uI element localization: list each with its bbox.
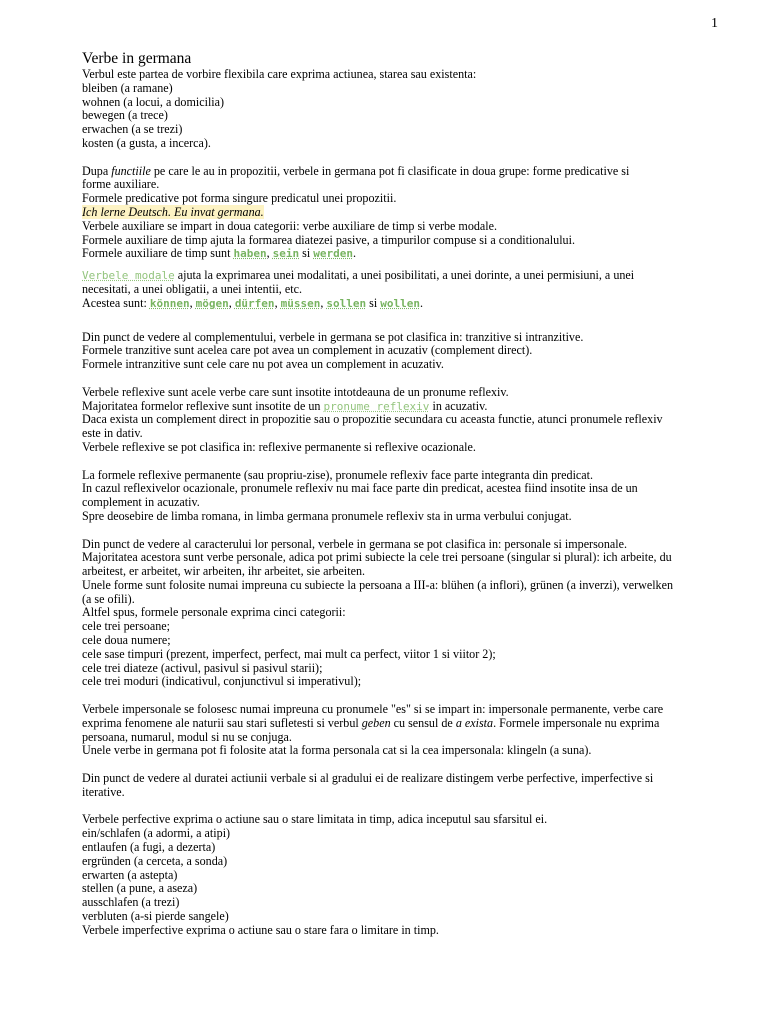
text-line: In cazul reflexivelor ocazionale, pronumele reflexiv nu mai face parte din predicat, acestea fiind insotite insa de un (82, 481, 638, 496)
example-line: ein/schlafen (a adormi, a atipi) (82, 826, 231, 841)
text-line: este in dativ. (82, 426, 143, 441)
text-line: Spre deosebire de limba romana, in limba germana pronumele reflexiv sta in urma verbului conjugat. (82, 508, 572, 523)
keyword-link-konnen[interactable]: können (149, 296, 190, 310)
list-item: cele trei moduri (indicativul, conjunctivul si imperativul); (82, 674, 362, 689)
text-line: Daca exista un complement direct in propozitie sau o propozitie secundara cu aceasta functie, atunci pronumele reflexiv (82, 412, 663, 427)
text-line: Unele forme sunt folosite numai impreuna cu subiecte la persoana a III-a: blühen (a inflori), grünen (a inverzi), verwelken (82, 577, 674, 592)
keyword-link-werden[interactable]: werden (313, 247, 354, 261)
text-line: Verbele impersonale se folosesc numai impreuna cu pronumele "es" si se impart in: impersonale permanente, verbe care (82, 702, 664, 717)
text-line: (a se ofili). (82, 591, 135, 606)
keyword-link-sollen[interactable]: sollen (326, 296, 367, 310)
example-line: stellen (a pune, a aseza) (82, 881, 198, 896)
text-line: Majoritatea acestora sunt verbe personale, adica pot primi subiecte la cele trei persoane (singular si plural): ich arbeite, du (82, 550, 672, 565)
text-line: persoana, numarul, modul si nu se conjuga. (82, 729, 292, 744)
text-line: Verbele reflexive se pot clasifica in: reflexive permanente si reflexive ocazionale. (82, 439, 476, 454)
example-line: verbluten (a-si pierde sangele) (82, 909, 229, 924)
text-line: Din punct de vedere al duratei actiunii verbale si al gradului ei de realizare distingem verbe perfective, imperfective si (82, 771, 654, 786)
example-line: ergründen (a cerceta, a sonda) (82, 853, 228, 868)
keyword-link-durfen[interactable]: dürfen (234, 296, 275, 310)
keyword-link-wollen[interactable]: wollen (380, 296, 421, 310)
text-line: complement in acuzativ. (82, 495, 200, 510)
text-line: Formele tranzitive sunt acelea care pot avea un complement in acuzativ (complement direct). (82, 343, 533, 358)
text-line: Verbul este partea de vorbire flexibila care exprima actiunea, starea sau existenta: (82, 67, 477, 81)
list-item: cele trei persoane; (82, 619, 170, 634)
example-line: entlaufen (a fugi, a dezerta) (82, 840, 216, 855)
text-line: Majoritatea formelor reflexive sunt insotite de un pronume reflexiv in acuzativ. (82, 398, 488, 413)
keyword-link-verbele-modale[interactable]: Verbele modale (82, 269, 175, 283)
text-line: Unele verbe in germana pot fi folosite atat la forma personala cat si la cea impersonala: klingeln (a suna). (82, 743, 592, 758)
keyword-link-mogen[interactable]: mögen (195, 296, 229, 310)
text-line: Formele auxiliare de timp sunt haben, sein si werden. (82, 246, 357, 261)
text-line: Formele auxiliare de timp ajuta la formarea diatezei pasive, a timpurilor compuse si a conditionalului. (82, 232, 575, 247)
text-line: iterative. (82, 784, 125, 799)
example-line: bewegen (a trece) (82, 108, 168, 123)
keyword-link-mussen[interactable]: müssen (280, 296, 321, 310)
highlighted-example: Ich lerne Deutsch. Eu invat germana. (82, 204, 264, 219)
document-body (82, 50, 722, 938)
example-line: erwachen (a se trezi) (82, 122, 183, 137)
text-line: Verbele auxiliare se impart in doua categorii: verbe auxiliare de timp si verbe modale. (82, 218, 498, 233)
keyword-link-sein[interactable]: sein (272, 247, 300, 261)
page-number: 1 (711, 16, 718, 31)
text-line: Din punct de vedere al caracterului lor personal, verbele in germana se pot clasifica in: personale si impersonale. (82, 536, 628, 551)
text-line: Verbele perfective exprima o actiune sau o stare limitata in timp, adica inceputul sau sfarsitul ei. (82, 812, 548, 827)
keyword-link-pronume-reflexiv[interactable]: pronume reflexiv (323, 399, 430, 413)
text-line: necesitati, a unei obligatii, a unei intentii, etc. (82, 281, 302, 296)
text-line: Din punct de vedere al complementului, verbele in germana se pot clasifica in: tranzitive si intranzitive. (82, 329, 584, 344)
list-item: cele doua numere; (82, 633, 171, 648)
text-line: exprima fenomene ale naturii sau stari sufletesti si verbul geben cu sensul de a exista. Formele impersonale nu exprima (82, 715, 660, 730)
text-line: forme auxiliare. (82, 177, 160, 192)
example-line: wohnen (a locui, a domicilia) (82, 94, 225, 109)
page-title: Verbe in germana (82, 50, 192, 67)
example-line: ausschlafen (a trezi) (82, 895, 180, 910)
list-item: cele sase timpuri (prezent, imperfect, perfect, mai mult ca perfect, viitor 1 si viitor 2); (82, 646, 496, 661)
keyword-link-haben[interactable]: haben (233, 247, 267, 261)
example-line: erwarten (a astepta) (82, 867, 178, 882)
list-item: cele trei diateze (activul, pasivul si pasivul starii); (82, 660, 323, 675)
example-line (82, 206, 722, 220)
example-line: kosten (a gusta, a incerca). (82, 135, 211, 150)
text-line: Acestea sunt: können, mögen, dürfen, müssen, sollen si wollen. (82, 295, 424, 310)
text-line: Verbele modale ajuta la exprimarea unei modalitati, a unei posibilitati, a unei dorinte, a unei permisiuni, a unei (82, 268, 635, 283)
text-line: Verbele reflexive sunt acele verbe care sunt insotite intotdeauna de un pronume reflexiv. (82, 384, 509, 399)
example-line: bleiben (a ramane) (82, 80, 173, 95)
text-line: Dupa functiile pe care le au in propozitii, verbele in germana pot fi clasificate in doua grupe: forme predicative si (82, 163, 630, 178)
text-line: La formele reflexive permanente (sau propriu-zise), pronumele reflexiv face parte integranta din predicat. (82, 467, 594, 482)
text-line: Altfel spus, formele personale exprima cinci categorii: (82, 605, 346, 620)
text-line: Formele predicative pot forma singure predicatul unei propozitii. (82, 191, 397, 206)
text-line: arbeitest, er arbeitet, wir arbeiten, ihr arbeitet, sie arbeiten. (82, 564, 366, 579)
text-line: Formele intranzitive sunt cele care nu pot avea un complement in acuzativ. (82, 357, 444, 372)
text-line: Verbele imperfective exprima o actiune sau o stare fara o limitare in timp. (82, 922, 439, 937)
